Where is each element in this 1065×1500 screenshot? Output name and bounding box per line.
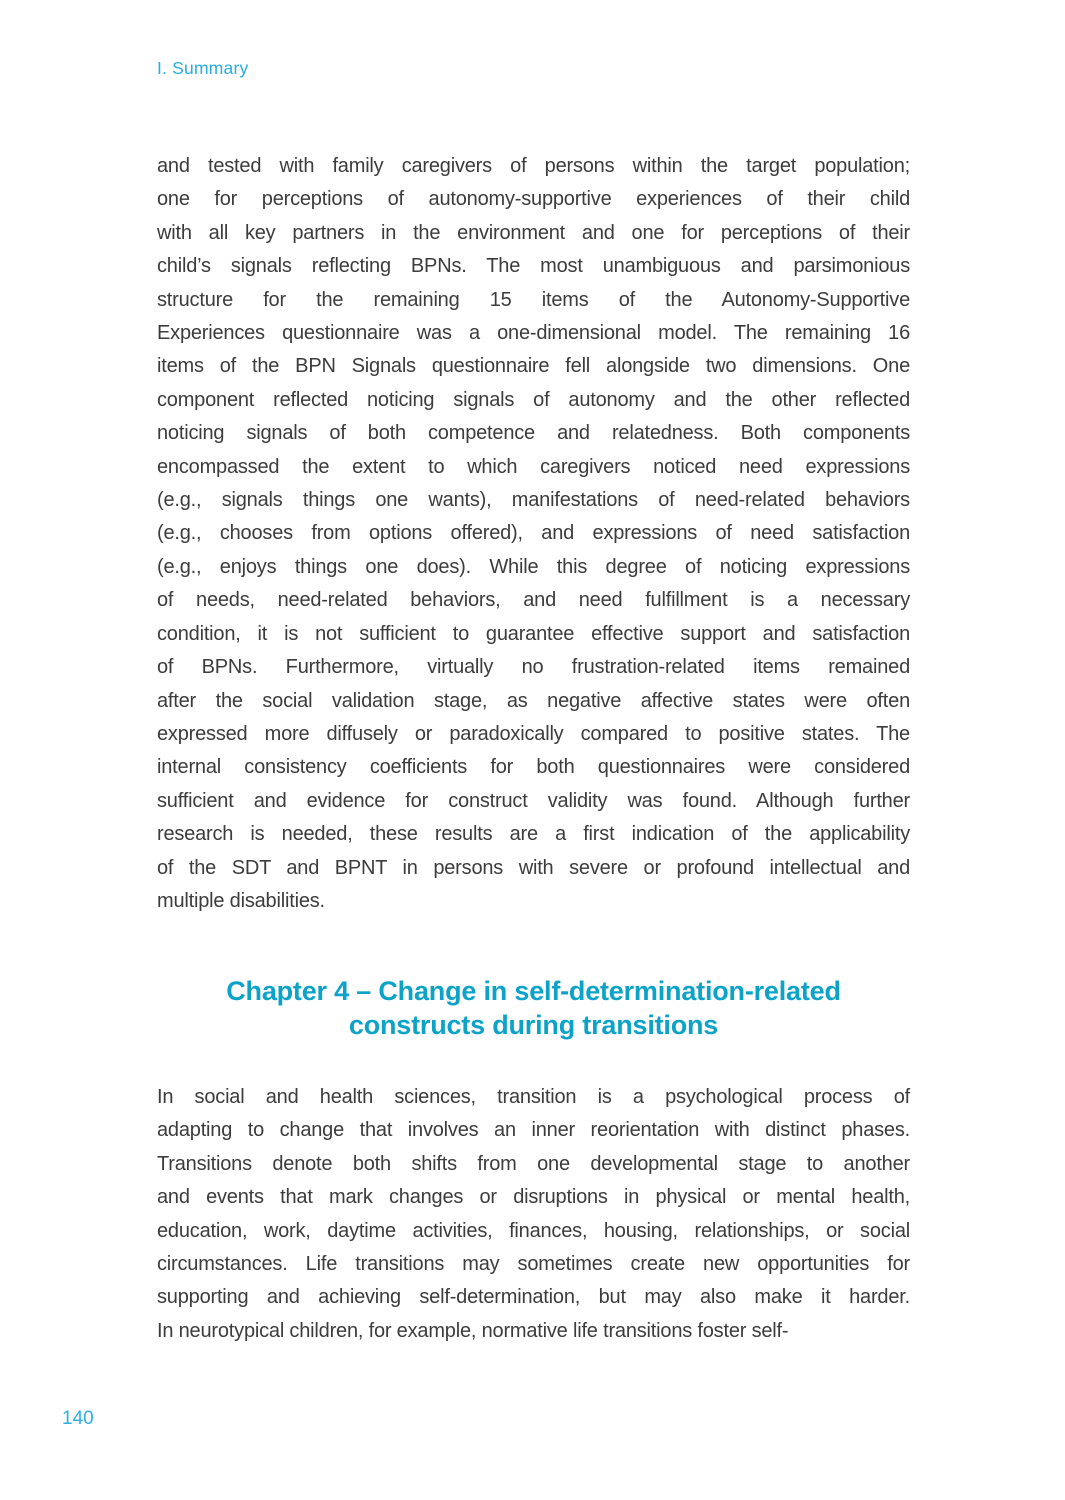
page-number: 140 xyxy=(62,1408,94,1429)
text-line: circumstances. Life transitions may sometimes create new opportunities for xyxy=(157,1253,910,1276)
text-line: expressed more diffusely or paradoxically compared to positive states. The xyxy=(157,722,910,745)
text-line: constructs during transitions xyxy=(348,1009,719,1040)
text-line: (e.g., signals things one wants), manifestations of need-related behaviors xyxy=(157,489,910,512)
text-line: items of the BPN Signals questionnaire fell alongside two dimensions. One xyxy=(157,355,910,378)
text-line: Experiences questionnaire was a one-dimensional model. The remaining 16 xyxy=(157,322,910,345)
running-header: I. Summary xyxy=(157,58,249,78)
text-line: one for perceptions of autonomy-supportive experiences of their child xyxy=(157,188,910,211)
text-line: In neurotypical children, for example, normative life transitions foster self- xyxy=(157,1319,789,1342)
text-line: after the social validation stage, as negative affective states were often xyxy=(157,689,910,712)
text-line: of BPNs. Furthermore, virtually no frustration-related items remained xyxy=(157,656,910,679)
text-line: internal consistency coefficients for both questionnaires were considered xyxy=(157,756,910,779)
text-line: encompassed the extent to which caregivers noticed need expressions xyxy=(157,455,910,478)
text-line: multiple disabilities. xyxy=(157,889,325,912)
text-line: of needs, need-related behaviors, and need fulfillment is a necessary xyxy=(157,589,910,612)
body-paragraph-summary xyxy=(157,150,910,918)
text-line: condition, it is not sufficient to guarantee effective support and satisfaction xyxy=(157,622,910,645)
text-line: structure for the remaining 15 items of the Autonomy-Supportive xyxy=(157,288,910,311)
text-line: and events that mark changes or disruptions in physical or mental health, xyxy=(157,1186,910,1209)
text-line: Chapter 4 – Change in self-determination-related xyxy=(226,976,841,1006)
text-line: with all key partners in the environment and one for perceptions of their xyxy=(157,221,910,244)
text-line: research is needed, these results are a first indication of the applicability xyxy=(157,823,910,846)
text-line: (e.g., enjoys things one does). While this degree of noticing expressions xyxy=(157,555,910,578)
text-line: (e.g., chooses from options offered), and expressions of need satisfaction xyxy=(157,522,910,545)
text-line: In social and health sciences, transition is a psychological process of xyxy=(157,1086,910,1108)
body-paragraph-transitions xyxy=(157,1081,910,1348)
text-line: supporting and achieving self-determination, but may also make it harder. xyxy=(157,1286,910,1309)
text-line: education, work, daytime activities, finances, housing, relationships, or social xyxy=(157,1219,910,1242)
text-line: Transitions denote both shifts from one developmental stage to another xyxy=(157,1152,910,1175)
text-line: child’s signals reflecting BPNs. The most unambiguous and parsimonious xyxy=(157,255,910,278)
text-line: adapting to change that involves an inner reorientation with distinct phases. xyxy=(157,1119,910,1142)
text-line: sufficient and evidence for construct validity was found. Although further xyxy=(157,789,910,812)
text-line: component reflected noticing signals of autonomy and the other reflected xyxy=(157,388,910,411)
chapter-heading xyxy=(157,975,910,1042)
text-line: noticing signals of both competence and relatedness. Both components xyxy=(157,422,910,445)
text-line: of the SDT and BPNT in persons with severe or profound intellectual and xyxy=(157,856,910,879)
text-line: and tested with family caregivers of persons within the target population; xyxy=(157,155,910,177)
